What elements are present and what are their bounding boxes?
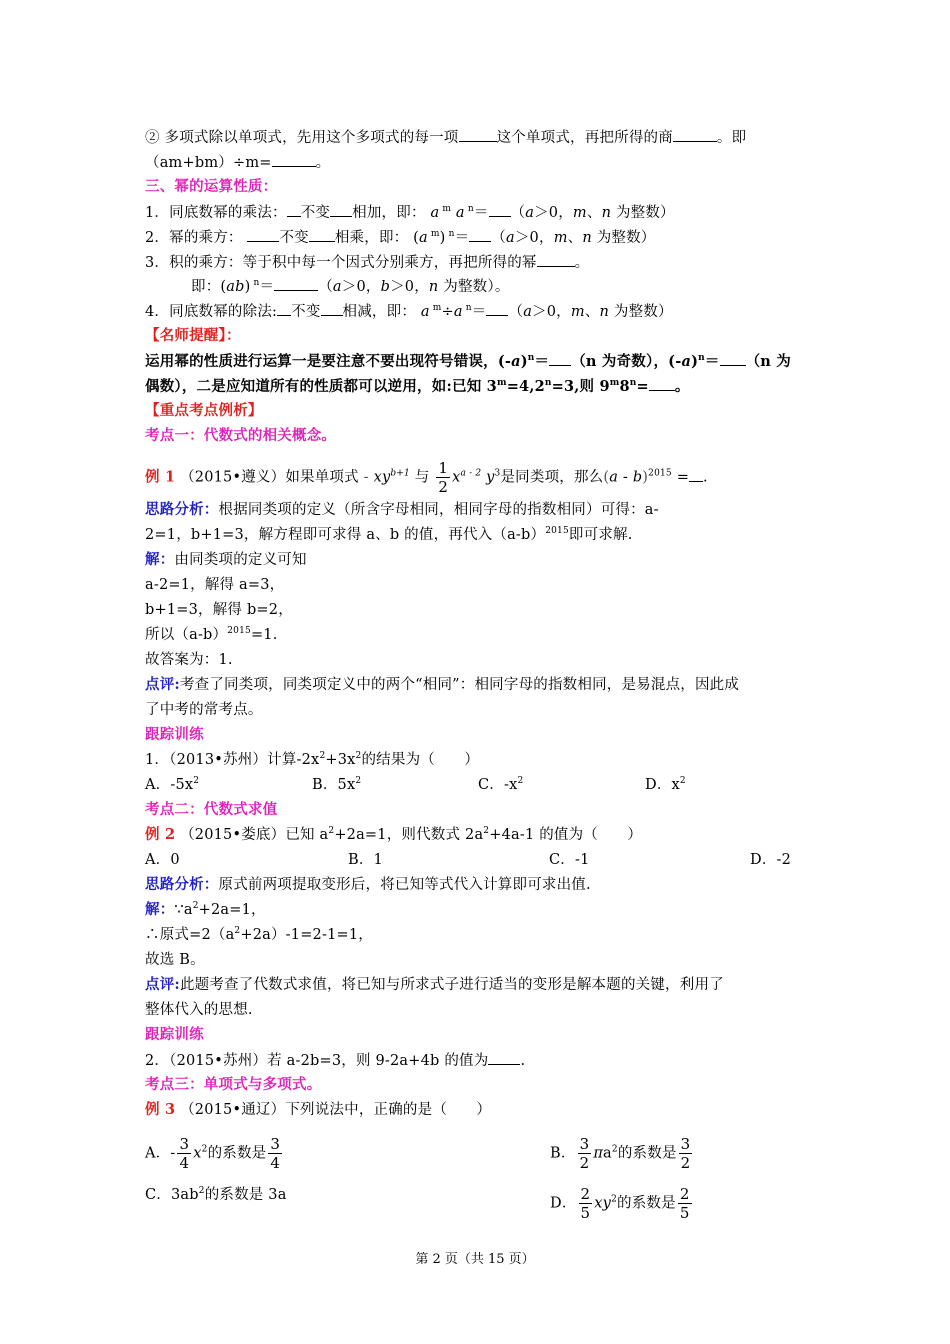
topic-heading: 考点一：代数式的相关概念。 bbox=[145, 427, 337, 444]
option-c[interactable]: C．-1 bbox=[549, 852, 590, 868]
solution-line: a-2=1，解得 a=3， bbox=[145, 577, 285, 593]
page-footer: 第 2 页（共 15 页） bbox=[415, 1252, 535, 1267]
option-d[interactable]: D．$x^2$ bbox=[645, 776, 686, 793]
section-heading: 三、幂的运算性质： bbox=[145, 178, 278, 195]
solution-line: ∴原式$=2(a^2+2a)-1=2-1=1$， bbox=[145, 926, 373, 943]
example-3-options-row1 bbox=[145, 1125, 810, 1172]
text-line: 3．积的乘方：等于积中每一个因式分别乘方，再把所得的幂 。 bbox=[145, 252, 589, 273]
analysis-line: 思路分析：根据同类项的定义（所含字母相同，相同字母的指数相同）可得：a- bbox=[145, 501, 659, 518]
solution-line: 故选 B。 bbox=[145, 952, 205, 968]
example-1: 例 1 （2015•遵义）如果单项式 - $xy^{b+1}$ 与 $\frac{1}{2}$ $x^{a - 2}$ $y^3$是同类项，那么(a - b)$^{2015}$ = . bbox=[145, 459, 708, 496]
analysis-line: 2=1，b+1=3，解方程即可求得 a、b 的值，再代入$(a-b)^{2015}$即可求解. bbox=[145, 526, 633, 543]
tip-heading: 【名师提醒】： bbox=[145, 327, 241, 344]
topic-heading: 考点三：单项式与多项式。 bbox=[145, 1076, 322, 1093]
comment-line: 了中考的常考点。 bbox=[145, 702, 263, 718]
option-a[interactable]: A．- $\frac{3}{4}$ $x^2$的系数是 $\frac{3}{4}$ bbox=[145, 1135, 281, 1172]
option-d[interactable]: D． $\frac{2}{5}$ $xy^2$的系数是 $\frac{2}{5}$ bbox=[550, 1185, 690, 1222]
text-line: 2．幂的乘方： 不变 相乘，即： (a $^m$) $^n$＝ （a＞0，m、n 为整数） bbox=[145, 229, 656, 246]
solution-line: 解：$\because a^2+2a=1$， bbox=[145, 901, 266, 918]
comment-line: 点评:考查了同类项，同类项定义中的两个“相同”：相同字母的指数相同，是易混点，因此成 bbox=[145, 676, 740, 693]
solution-line: 解：由同类项的定义可知 bbox=[145, 551, 307, 568]
example-3: 例 3 （2015•通辽）下列说法中，正确的是（ ） bbox=[145, 1101, 492, 1118]
blank bbox=[673, 127, 717, 142]
tip-line: 偶数），二是应知道所有的性质都可以逆用，如:已知 $3^m=4,2^n=3$,则 $9^m8^n=$ 。 bbox=[145, 378, 690, 395]
comment-line: 整体代入的思想. bbox=[145, 1002, 253, 1018]
text-line: 即：(ab) $^n$＝ （a＞0，b＞0，n 为整数）。 bbox=[191, 278, 510, 295]
text-line: 1．同底数幂的乘法： 不变 相加，即： a $^m$ a $^n$＝ （a＞0，m、n 为整数） bbox=[145, 204, 675, 221]
question-2: 2．（2015•苏州）若 a-2b=3，则 9-2a+4b 的值为 . bbox=[145, 1050, 525, 1071]
blank bbox=[459, 127, 497, 142]
topic-heading: 考点二：代数式求值 bbox=[145, 801, 278, 818]
text-line: 4．同底数幂的除法: 不变 相减，即： a $^m$÷a $^n$＝ （a＞0，m、n 为整数） bbox=[145, 303, 673, 320]
option-c[interactable]: C．$-x^2$ bbox=[478, 776, 524, 793]
option-a[interactable]: A．$-5x^2$ bbox=[145, 776, 200, 793]
example-2: 例 2 （2015•娄底）已知 $a^2+2a=1$，则代数式 $2a^2+4a-1$ 的值为（ ） bbox=[145, 826, 643, 843]
training-heading: 跟踪训练 bbox=[145, 1026, 204, 1043]
blank bbox=[272, 152, 316, 167]
comment-line: 点评:此题考查了代数式求值，将已知与所求式子进行适当的变形是解本题的关键，利用了 bbox=[145, 976, 724, 993]
training-heading: 跟踪训练 bbox=[145, 726, 204, 743]
text-line: （am+bm）÷m= 。 bbox=[145, 152, 330, 173]
tip-line: 运用幂的性质进行运算一是要注意不要出现符号错误，$(-a)^n= (n$ 为奇数），$(-a)^n= (n$ 为 bbox=[145, 353, 791, 370]
option-b[interactable]: B． $\frac{3}{2}$ $\pi a^2$的系数是 $\frac{3}{2}$ bbox=[550, 1135, 691, 1172]
option-d[interactable]: D．-2 bbox=[750, 852, 792, 868]
option-a[interactable]: A．0 bbox=[145, 852, 180, 868]
text-line: ② 多项式除以单项式，先用这个多项式的每一项 这个单项式，再把所得的商 。即 bbox=[145, 127, 746, 148]
analysis-line: 思路分析：原式前两项提取变形后，将已知等式代入计算即可求出值. bbox=[145, 876, 591, 893]
solution-line: 故答案为：1. bbox=[145, 652, 233, 668]
solution-line: 所以$(a-b)^{2015}=1$. bbox=[145, 626, 278, 643]
solution-line: b+1=3，解得 b=2， bbox=[145, 602, 293, 618]
question-1: 1．（2013•苏州）计算$-2x^2+3x^2$的结果为（ ） bbox=[145, 751, 480, 768]
option-c[interactable]: C．$3ab^2$的系数是 3a bbox=[145, 1186, 287, 1203]
option-b[interactable]: B．$5x^2$ bbox=[312, 776, 362, 793]
example-3-options-row2 bbox=[145, 1175, 810, 1222]
fraction: $\frac{1}{2}$ bbox=[438, 459, 449, 496]
option-b[interactable]: B．1 bbox=[348, 852, 383, 868]
key-heading: 【重点考点例析】 bbox=[145, 402, 263, 419]
